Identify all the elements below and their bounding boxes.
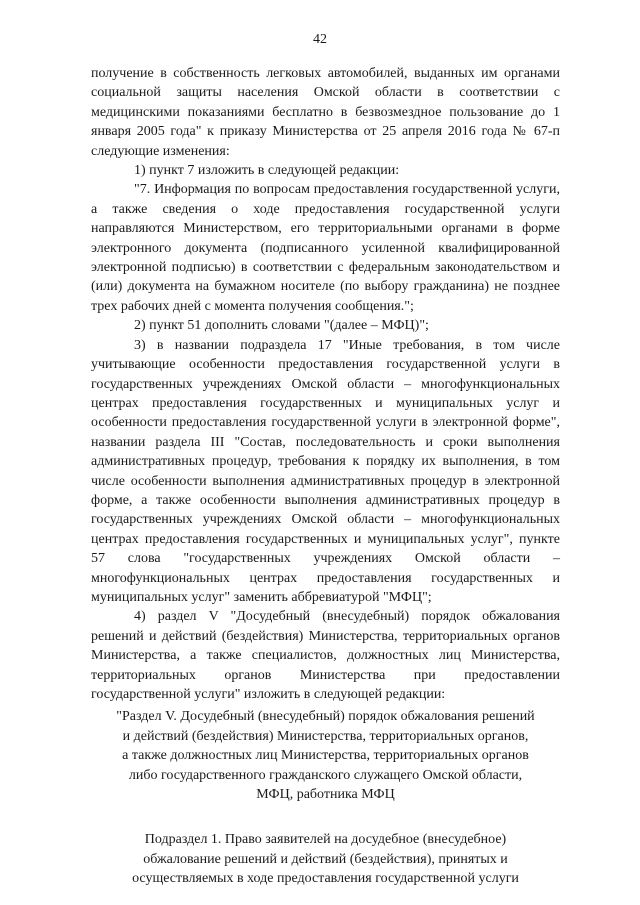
subsection-heading-line-2: обжалование решений и действий (бездействия), принятых и [143,851,508,867]
item-1: 1) пункт 7 изложить в следующей редакции: [134,163,400,179]
page-number: 42 [313,32,327,47]
intro-paragraph: получение в собственность легковых автомобилей, выданных им органами социальной защиты населения Омской области в соответствии с медицинскими показаниями бесплатно в безвозмездное пользование до 1 января 2005 года" к приказу Министерства от 25 апреля 2016 года № 67-п следующие изменения: [91,66,560,159]
item-1-text: "7. Информация по вопросам предоставления государственной услуги, а также сведения о ходе предоставления государственной услуги направляются Министерством, его территориальными органами в форме электронного документа (подписанного усиленной квалифицированной электронной подписью) в соответствии с федеральным законодательством и (или) документа на бумажном носителе (по выбору гражданина) не позднее трех рабочих дней с момента получения сообщения."; [91,182,560,314]
section-heading-line-5: МФЦ, работника МФЦ [256,787,395,803]
item-2: 2) пункт 51 дополнить словами "(далее – МФЦ)"; [134,318,429,334]
section-heading-line-2: и действий (бездействия) Министерства, территориальных органов, [122,728,529,744]
item-3: 3) в названии подраздела 17 "Иные требования, в том числе учитывающие особенности предоставления государственной услуги в государственных учреждениях Омской области – многофункциональных центрах предоставления государственных и муниципальных услуг и особенности предоставления государственной услуги в электронной форме", названии раздела III "Состав, последовательность и сроки выполнения административных процедур, требования к порядку их выполнения, в том числе особенности выполнения административных процедур в электронной форме, а также особенности выполнения административных процедур в государственных учреждениях Омской области – многофункциональных центрах предоставления государственных и муниципальных услуг", пункте 57 слова "государственных учреждениях Омской области – многофункциональных центрах предоставления государственных и муниципальных услуг" заменить аббревиатурой "МФЦ"; [91,337,560,605]
section-heading-line-1: "Раздел V. Досудебный (внесудебный) порядок обжалования решений [116,709,535,725]
item-4: 4) раздел V "Досудебный (внесудебный) порядок обжалования решений и действий (бездействия) Министерства, территориальных органов Министерства, а также специалистов, должностных лиц Министерства, территориальных органов Министерства при предоставлении государственной услуги" изложить в следующей редакции: [91,609,560,702]
section-heading-line-4: либо государственного гражданского служащего Омской области, [128,767,523,783]
document-body [91,64,560,889]
subsection-heading-line-1: Подраздел 1. Право заявителей на досудебное (внесудебное) [144,832,507,848]
spacer [91,804,560,830]
subsection-heading-line-3: осуществляемых в ходе предоставления государственной услуги [132,871,519,887]
section-heading-line-3: а также должностных лиц Министерства, территориальных органов [122,748,529,764]
